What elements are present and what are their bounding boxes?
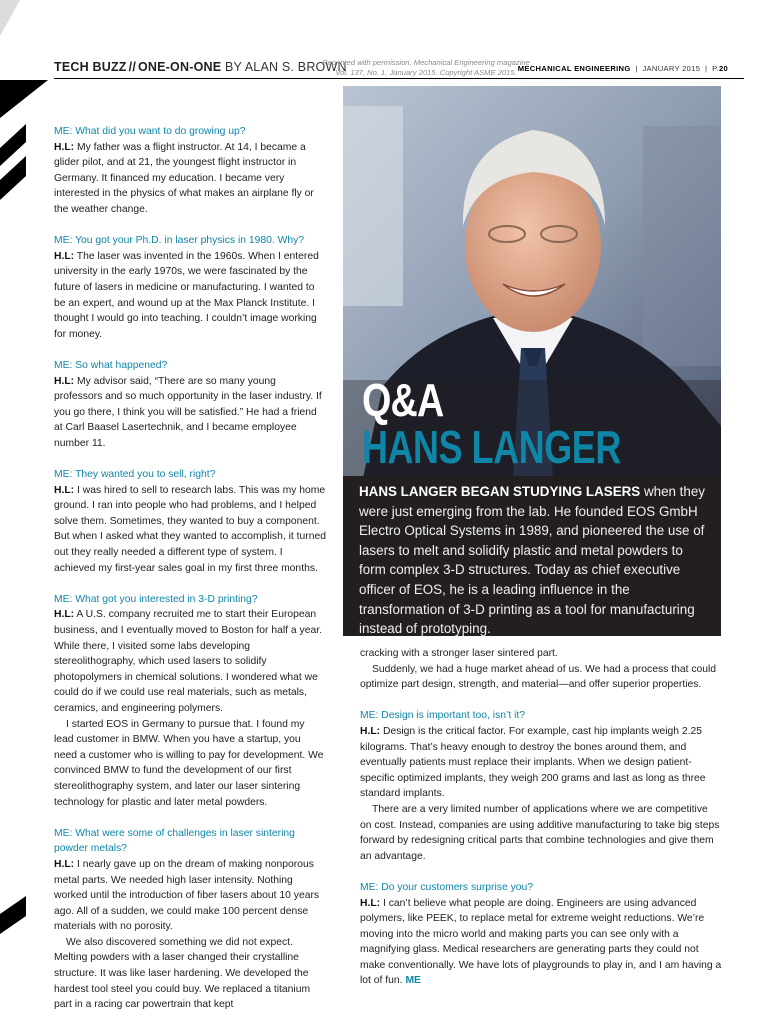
answer: H.L: I was hired to sell to research labs. This was my home ground. I ran into people who had problems, and I helped solve them. Sometimes, they wanted to buy a component. But when I asked what they wanted to accomplish, it turned out they really needed a different type of system. I achieved my first-year sales goal in my first three months. — [54, 484, 326, 574]
answer-paragraph: There are a very limited number of applications where we are competitive on cost. Instead, companies are using additive manufacturing to take big steps forward by redesigning critical parts that combine technologies and give them an advantage. — [360, 803, 720, 862]
qa-title: Q&A — [362, 374, 444, 426]
question: ME: Design is important too, isn’t it? — [360, 710, 525, 722]
byline: BY ALAN S. BROWN — [224, 60, 347, 74]
intro-text — [359, 482, 711, 639]
answer: H.L: My father was a flight instructor. At 14, I became a glider pilot, and at 21, the youngest flight instructor in Germany. It financed my education. I became very interested in the physics of what makes an airplane fly or the weather change. — [54, 141, 314, 215]
header-rule — [54, 78, 744, 79]
page-prefix: P. — [712, 64, 719, 73]
interview-left-column — [54, 124, 326, 1013]
section-separator: // — [128, 60, 136, 74]
end-mark: ME — [405, 975, 421, 987]
question: ME: So what happened? — [54, 359, 168, 371]
question: ME: What did you want to do growing up? — [54, 126, 246, 137]
question: ME: Do your customers surprise you? — [360, 881, 534, 893]
intro-panel — [343, 476, 721, 636]
section-one-on-one: ONE-ON-ONE — [138, 60, 222, 74]
magazine-name: MECHANICAL ENGINEERING — [517, 64, 631, 73]
answer: H.L: My advisor said, “There are so many young professors and so much opportunity in the laser industry. If you go there, I think you will be satisfied.” He had a friend at Carl Baasel Lasertechnik, and I became employee number 11. — [54, 375, 322, 449]
answer: H.L: I can’t believe what people are doing. Engineers are using advanced polymers, like PEEK, to replace metal for extreme weight reductions. We’re moving into the micro world and making parts you can see only with a magnifying glass. Medical researchers are generating parts they could not make conventionally. We have lots of playgrounds to play in, and I am having a lot of fun. ME — [360, 897, 722, 987]
subject-name-title: HANS LANGER — [362, 421, 621, 473]
answer-paragraph: We also discovered something we did not expect. Melting powders with a laser changed their crystalline structure. It was like laser hardening. We developed the hardest tool steel you could buy. We replaced a titanium part in a racing car powertrain that kept — [54, 936, 311, 1011]
question: ME: They wanted you to sell, right? — [54, 469, 216, 481]
answer: H.L: I nearly gave up on the dream of making nonporous metal parts. We needed high laser intensity. Nothing worked until the introduction of fiber lasers about 10 years ago. All of a sudden, we could make 100 percent dense materials with no porosity. — [54, 858, 320, 933]
corner-stripes-decoration — [0, 0, 60, 1028]
interview-right-column — [360, 646, 722, 989]
section-label — [54, 60, 347, 74]
issue-date: JANUARY 2015 — [642, 64, 701, 73]
folio: MECHANICAL ENGINEERING | JANUARY 2015 | P.20 — [517, 64, 728, 73]
question: ME: What were some of challenges in laser sintering powder metals? — [54, 827, 295, 855]
question: ME: You got your Ph.D. in laser physics in 1980. Why? — [54, 235, 305, 247]
page-number: 20 — [718, 64, 728, 73]
section-tech-buzz: TECH BUZZ — [54, 60, 127, 74]
intro-lead: HANS LANGER BEGAN STUDYING LASERS — [359, 484, 641, 499]
answer: H.L: The laser was invented in the 1960s. When I entered university in the early 1970s, we were fascinated by the future of lasers in medicine or manufacturing. I wanted to be an expert, and wound up at the Max Planck Institute. I thought I would go into teaching. I couldn’t image working for money. — [54, 250, 319, 340]
answer: H.L: Design is the critical factor. For example, cast hip implants weigh 2.25 kilograms. That’s heavy enough to destroy the bones around them, and eventually patients must replace their implants. When we design patient-specific optimized implants, they weigh 200 grams and last as long as three standard implants. — [360, 725, 706, 800]
answer: H.L: A U.S. company recruited me to start their European business, and I eventually moved to Boston for half a year. While there, I visited some labs developing stereolithography, which used lasers to solidify photopolymers in chemical solutions. I wondered what we could do if we could use real materials, such as metals, ceramics, and engineering polymers. — [54, 609, 322, 714]
intro-body: when they were just emerging from the lab. He founded EOS GmbH Electro Optical Systems in 1989, and pioneered the use of lasers to melt and solidify plastic and metal powders to form complex 3-D structures. Today as chief executive officer of EOS, he is a leading influence in the transformation of 3-D printing as a tool for manufacturing instead of prototyping. — [359, 484, 705, 637]
continued-paragraph: cracking with a stronger laser sintered part. — [360, 648, 558, 659]
answer-paragraph: I started EOS in Germany to pursue that. I found my lead customer in BMW. When you have a startup, you need a customer who is willing to pay for development. We convinced BMW to fund the development of our first stereolithography system, and later our laser sintering technology for plastic and later metal powders. — [54, 718, 324, 808]
answer-paragraph: Suddenly, we had a huge market ahead of us. We had a process that could optimize part design, strength, and material—and offer superior properties. — [360, 663, 717, 691]
reprint-notice: Reprinted with permission, Mechanical Engineering magazine Vol. 137, No. 1, January 2015. Copyright ASME 2015. — [322, 58, 530, 77]
question: ME: What got you interested in 3-D printing? — [54, 593, 258, 605]
